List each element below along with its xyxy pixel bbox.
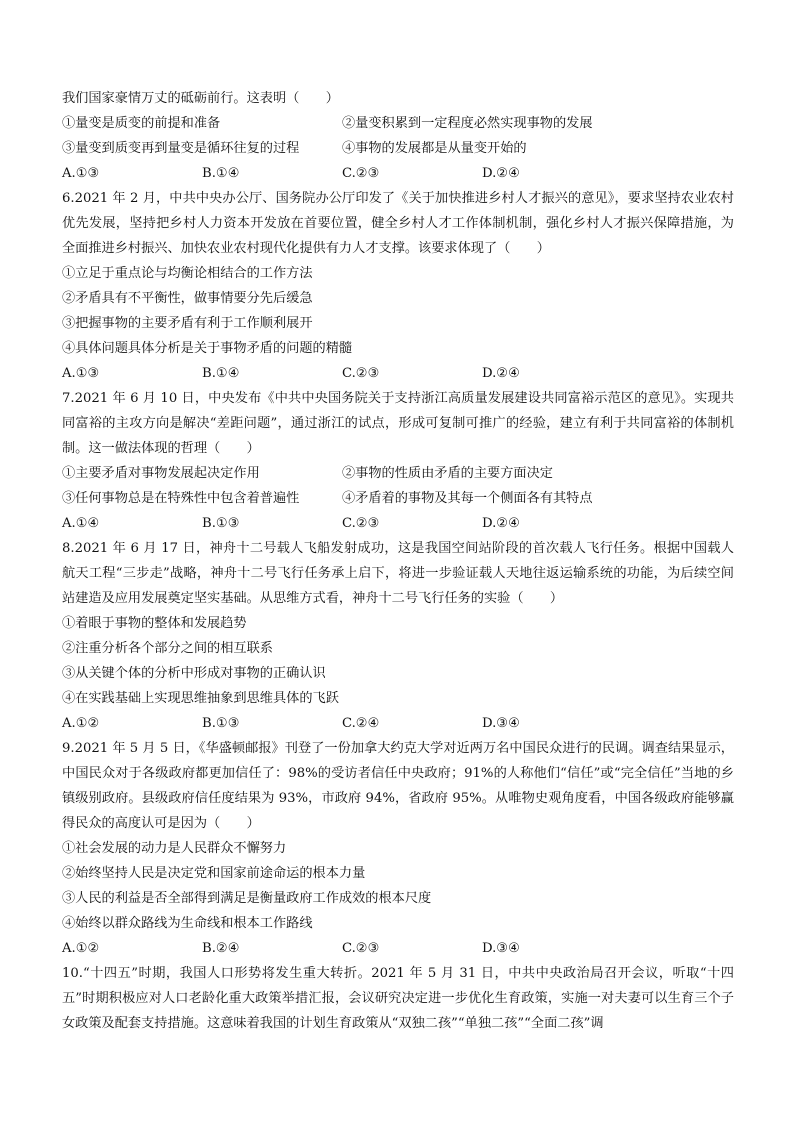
option: ③量变到质变再到量变是循环往复的过程: [62, 141, 300, 156]
option: ①着眼于事物的整体和发展趋势: [62, 616, 247, 631]
choice-c[interactable]: C.②③: [342, 516, 380, 531]
choice-b[interactable]: B.①③: [202, 516, 240, 531]
option: ①立足于重点论与均衡论相结合的工作方法: [62, 266, 313, 281]
question-5: [62, 86, 734, 186]
option: ②注重分析各个部分之间的相互联系: [62, 641, 273, 656]
choice-b[interactable]: B.②④: [202, 941, 240, 956]
question-5-stem-tail: 我们国家豪情万丈的砥砺前行。这表明（ ）: [62, 91, 339, 106]
question-10: [62, 961, 734, 1036]
choice-b[interactable]: B.①④: [202, 166, 240, 181]
choice-d[interactable]: D.②④: [482, 166, 520, 181]
question-7-stem: 7.2021 年 6 月 10 日，中央发布《中共中央国务院关于支持浙江高质量发展建设共同富裕示范区的意见》。实现共同富裕的主攻方向是解决“差距问题”，通过浙江的试点，形成可复制可推广的经验，建立有利于共同富裕的体制机制。这一做法体现的哲理（ ）: [62, 391, 734, 456]
choice-d[interactable]: D.③④: [482, 716, 520, 731]
choice-a[interactable]: A.①②: [62, 941, 100, 956]
option: ②事物的性质由矛盾的主要方面决定: [342, 466, 553, 481]
choice-a[interactable]: A.①④: [62, 516, 100, 531]
option: ③人民的利益是否全部得到满足是衡量政府工作成效的根本尺度: [62, 891, 432, 906]
question-6: [62, 186, 734, 386]
question-8: [62, 536, 734, 736]
choice-c[interactable]: C.②④: [342, 716, 380, 731]
option: ②量变积累到一定程度必然实现事物的发展: [342, 116, 593, 131]
question-8-stem: 8.2021 年 6 月 17 日，神舟十二号载人飞船发射成功，这是我国空间站阶段的首次载人飞行任务。根据中国载人航天工程“三步走”战略，神舟十二号飞行任务承上启下，将进一步验证载人天地往返运输系统的功能，为后续空间站建造及应用发展奠定坚实基础。从思维方式看，神舟十二号飞行任务的实验（ ）: [62, 541, 734, 606]
option: ④矛盾着的事物及其每一个侧面各有其特点: [342, 491, 593, 506]
question-9-choices: [62, 936, 734, 961]
choice-a[interactable]: A.①②: [62, 716, 100, 731]
question-5-options-row-2: [62, 136, 734, 161]
question-5-choices: [62, 161, 734, 186]
option: ①社会发展的动力是人民群众不懈努力: [62, 841, 287, 856]
choice-c[interactable]: C.②③: [342, 166, 380, 181]
question-9-stem: 9.2021 年 5 月 5 日，《华盛顿邮报》刊登了一份加拿大约克大学对近两万名中国民众进行的民调。调查结果显示，中国民众对于各级政府都更加信任了：98%的受访者信任中央政府；91%的人称他们“信任”或“完全信任”当地的乡镇级别政府。县级政府信任度结果为 93%，市政府 94%，省政府 95%。从唯物史观角度看，中国各级政府能够赢得民众的高度认可是因为（ ）: [62, 741, 734, 831]
question-7-options-row-1: [62, 461, 734, 486]
option: ④事物的发展都是从量变开始的: [342, 141, 527, 156]
choice-a[interactable]: A.①③: [62, 166, 100, 181]
question-8-choices: [62, 711, 734, 736]
question-7-choices: [62, 511, 734, 536]
option: ①量变是质变的前提和准备: [62, 116, 221, 131]
choice-c[interactable]: C.②③: [342, 941, 380, 956]
question-7-options-row-2: [62, 486, 734, 511]
choice-a[interactable]: A.①③: [62, 366, 100, 381]
choice-b[interactable]: B.①③: [202, 716, 240, 731]
option: ③任何事物总是在特殊性中包含着普遍性: [62, 491, 300, 506]
option: ③把握事物的主要矛盾有利于工作顺利展开: [62, 316, 313, 331]
option: ④在实践基础上实现思维抽象到思维具体的飞跃: [62, 691, 339, 706]
question-9: [62, 736, 734, 961]
option: ④具体问题具体分析是关于事物矛盾的问题的精髓: [62, 341, 353, 356]
choice-d[interactable]: D.②④: [482, 516, 520, 531]
option: ②矛盾具有不平衡性，做事情要分先后缓急: [62, 291, 313, 306]
option: ④始终以群众路线为生命线和根本工作路线: [62, 916, 313, 931]
choice-c[interactable]: C.②③: [342, 366, 380, 381]
question-6-choices: [62, 361, 734, 386]
option: ②始终坚持人民是决定党和国家前途命运的根本力量: [62, 866, 366, 881]
exam-page: [62, 86, 734, 1036]
question-6-stem: 6.2021 年 2 月，中共中央办公厅、国务院办公厅印发了《关于加快推进乡村人才振兴的意见》，要求坚持农业农村优先发展，坚持把乡村人力资本开发放在首要位置，健全乡村人才工作体制机制，强化乡村人才振兴保障措施，为全面推进乡村振兴、加快农业农村现代化提供有力人才支撑。该要求体现了（ ）: [62, 191, 734, 256]
choice-d[interactable]: D.②④: [482, 366, 520, 381]
option: ①主要矛盾对事物发展起决定作用: [62, 466, 260, 481]
question-7: [62, 386, 734, 536]
choice-b[interactable]: B.①④: [202, 366, 240, 381]
option: ③从关键个体的分析中形成对事物的正确认识: [62, 666, 326, 681]
choice-d[interactable]: D.③④: [482, 941, 520, 956]
question-5-options-row-1: [62, 111, 734, 136]
question-10-stem: 10.“十四五”时期，我国人口形势将发生重大转折。2021 年 5 月 31 日，中共中央政治局召开会议，听取“十四五”时期积极应对人口老龄化重大政策举措汇报，会议研究决定进一步优化生育政策，实施一对夫妻可以生育三个子女政策及配套支持措施。这意味着我国的计划生育政策从“双独二孩”“单独二孩”“全面二孩”调: [62, 966, 734, 1031]
